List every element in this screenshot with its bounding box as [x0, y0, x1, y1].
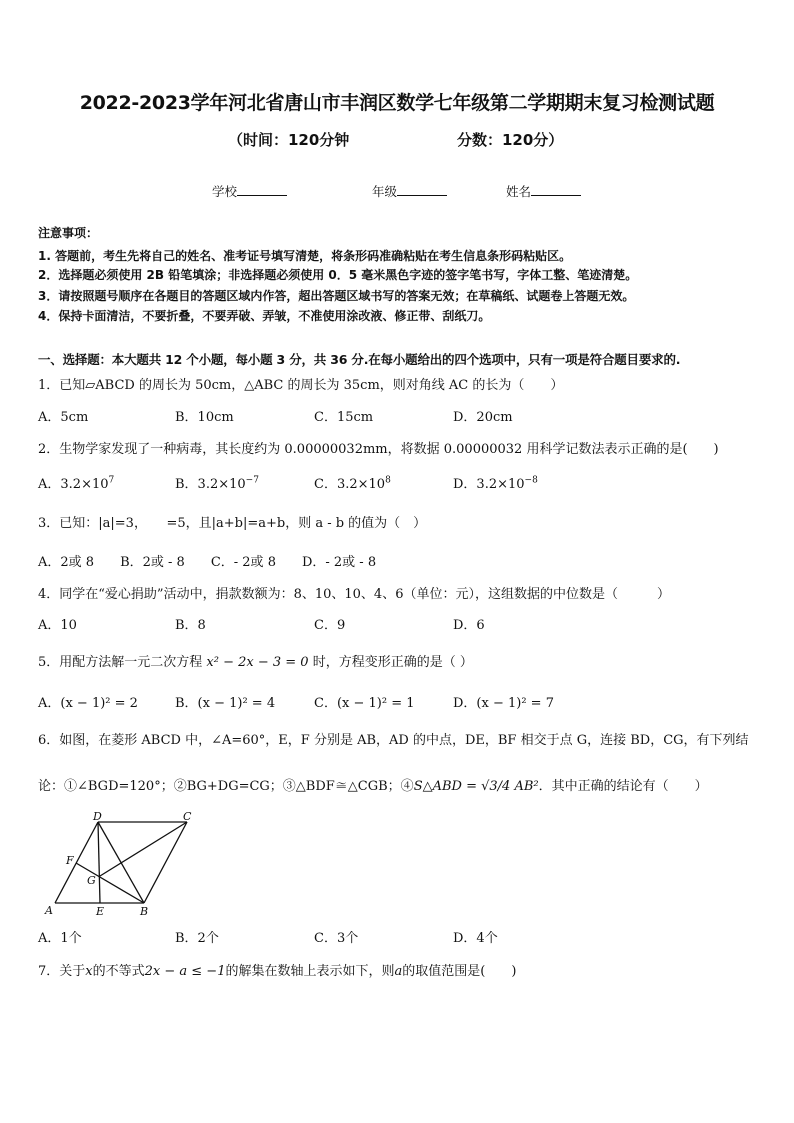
label-e: E: [96, 905, 105, 918]
question-6-stem-line2: 论：①∠BGD=120°；②BG+DG=CG；③△BDF≅△CGB；④S△ABD = √3/4 AB²．其中正确的结论有（ ）: [38, 779, 708, 794]
q4-option-a[interactable]: A．10: [38, 618, 77, 633]
label-g: G: [87, 874, 96, 887]
q6-option-d[interactable]: D．4个: [453, 931, 498, 946]
question-3-stem: 3．已知：|a|=3， =5，且|a+b|=a+b，则 a - b 的值为（ ）: [38, 516, 427, 531]
school-blank[interactable]: [237, 183, 287, 196]
q2-option-b[interactable]: B．$3.2\times 10^{-7}$: [175, 475, 259, 492]
exam-time: （时间：120分钟: [228, 131, 350, 149]
q2-option-c[interactable]: C．$3.2\times 10^8$: [314, 475, 391, 492]
question-6-stem-line1: 6．如图，在菱形 ABCD 中，∠A=60°，E，F 分别是 AB，AD 的中点，DE，BF 相交于点 G，连接 BD，CG，有下列结: [38, 733, 749, 748]
q1-option-b[interactable]: B．10cm: [175, 410, 234, 425]
q6-option-b[interactable]: B．2个: [175, 931, 219, 946]
label-d: D: [93, 812, 102, 823]
rhombus-figure: [40, 812, 200, 922]
name-field: 姓名: [506, 182, 581, 200]
segment-bc: [144, 822, 187, 903]
q1-option-a[interactable]: A．5cm: [38, 410, 89, 425]
q4-option-d[interactable]: D．6: [453, 618, 485, 633]
segment-de: [98, 822, 100, 903]
grade-field: 年级: [372, 182, 447, 200]
notice-item: 4．保持卡面清洁，不要折叠，不要弄破、弄皱，不准使用涂改液、修正带、刮纸刀。: [38, 309, 491, 323]
q5-equation: x² − 2x − 3 = 0: [206, 655, 309, 670]
q4-option-b[interactable]: B．8: [175, 618, 206, 633]
notice-item: 1. 答题前，考生先将自己的姓名、准考证号填写清楚，将条形码准确粘贴在考生信息条形码粘贴区。: [38, 249, 572, 263]
notice-item: 2．选择题必须使用 2B 铅笔填涂；非选择题必须使用 0．5 毫米黑色字迹的签字笔书写，字体工整、笔迹清楚。: [38, 268, 638, 282]
label-a: A: [45, 904, 53, 917]
question-5-stem: 5．用配方法解一元二次方程 x² − 2x − 3 = 0 时，方程变形正确的是（ ）: [38, 655, 473, 670]
q2-option-a[interactable]: A．$3.2\times 10^7$: [38, 475, 115, 492]
q1-option-c[interactable]: C．15cm: [314, 410, 374, 425]
notice-heading: 注意事项：: [38, 226, 99, 240]
q5-option-b[interactable]: B．(x − 1)² = 4: [175, 696, 276, 711]
q7-inequality: 2x − a ≤ −1: [144, 964, 226, 979]
q3-options[interactable]: A．2或 8 B．2或 - 8 C．- 2或 8 D．- 2或 - 8: [38, 555, 377, 570]
label-c: C: [183, 812, 192, 823]
school-field: 学校: [212, 182, 287, 200]
q5-option-d[interactable]: D．(x − 1)² = 7: [453, 696, 554, 711]
name-blank[interactable]: [531, 183, 581, 196]
q4-option-c[interactable]: C．9: [314, 618, 346, 633]
q6-option-a[interactable]: A．1个: [38, 931, 82, 946]
section-heading: 一、选择题：本大题共 12 个小题，每小题 3 分，共 36 分.在每小题给出的四个选项中，只有一项是符合题目要求的.: [38, 352, 681, 367]
question-7-stem: 7．关于x的不等式2x − a ≤ −1的解集在数轴上表示如下，则a的取值范围是( ): [38, 964, 517, 979]
page-title: 2022-2023学年河北省唐山市丰润区数学七年级第二学期期末复习检测试题: [79, 92, 715, 114]
segment-da: [55, 822, 98, 903]
grade-blank[interactable]: [397, 183, 447, 196]
q5-option-a[interactable]: A．(x − 1)² = 2: [38, 696, 138, 711]
q6-option-c[interactable]: C．3个: [314, 931, 359, 946]
q6-area-formula: S△ABD = √3/4 AB²: [413, 779, 539, 794]
q1-option-d[interactable]: D．20cm: [453, 410, 513, 425]
label-f: F: [66, 854, 74, 867]
notice-item: 3．请按照题号顺序在各题目的答题区域内作答，超出答题区域书写的答案无效；在草稿纸、试题卷上答题无效。: [38, 289, 635, 303]
q2-option-d[interactable]: D．$3.2\times 10^{-8}$: [453, 475, 538, 492]
question-1-stem: 1．已知▱ABCD 的周长为 50cm，△ABC 的周长为 35cm，则对角线 AC 的长为（ ）: [38, 378, 564, 393]
question-2-stem: 2．生物学家发现了一种病毒，其长度约为 0.00000032mm，将数据 0.00000032 用科学记数法表示正确的是( ): [38, 442, 719, 457]
q5-option-c[interactable]: C．(x − 1)² = 1: [314, 696, 415, 711]
question-4-stem: 4．同学在“爱心捐助”活动中，捐款数额为：8、10、10、4、6（单位：元），这组数据的中位数是（ ）: [38, 587, 670, 602]
label-b: B: [140, 905, 149, 918]
exam-score: 分数：120分）: [457, 131, 564, 149]
